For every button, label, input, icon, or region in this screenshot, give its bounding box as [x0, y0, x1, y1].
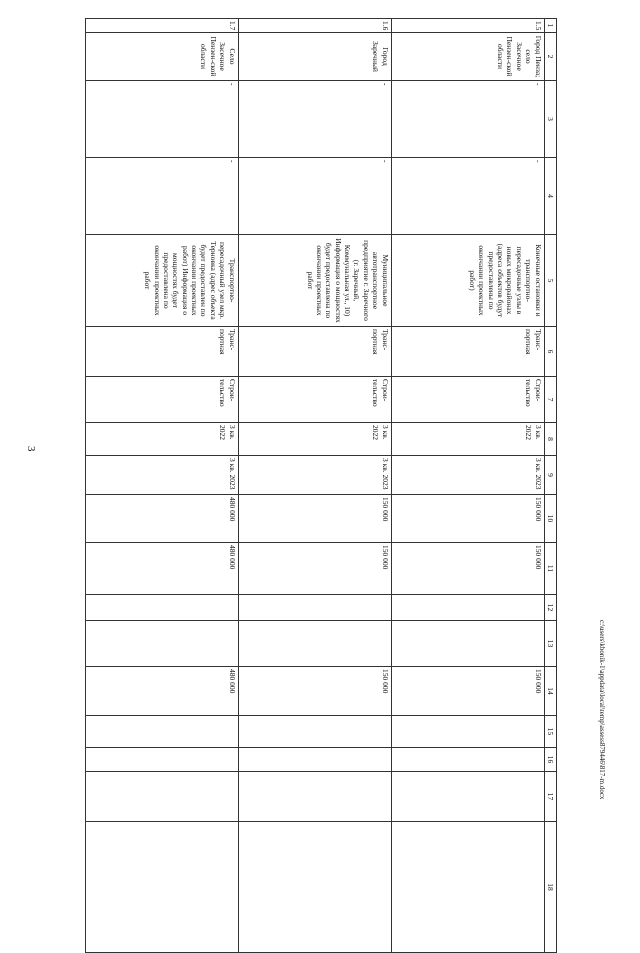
municipality-cell: Село Засечное Пензен-ской области — [85, 33, 238, 81]
cell-c15 — [85, 716, 238, 748]
col-num-3: 3 — [544, 81, 556, 158]
col-num-15: 15 — [544, 716, 556, 748]
col-num-4: 4 — [544, 158, 556, 235]
cell-c16 — [85, 748, 238, 772]
cell-c18 — [238, 822, 391, 953]
cell-c17 — [391, 772, 544, 822]
col-num-14: 14 — [544, 667, 556, 716]
column-number-row — [544, 19, 556, 953]
amount-cell: 150 000 — [238, 543, 391, 595]
end-date-cell: 3 кв. 2023 — [85, 456, 238, 495]
cost-cell: 150 000 — [391, 495, 544, 543]
cell-c4: - — [238, 158, 391, 235]
object-description-cell: Конечные остановки и транспортно-пересадочные узлы в новых микрорайонах (адреса объектов будут предоставлены по окончании проектных работ) — [391, 235, 544, 327]
table-row — [391, 19, 544, 953]
row-id: 1.5 — [391, 19, 544, 33]
cell-c15 — [238, 716, 391, 748]
cost-cell: 150 000 — [238, 495, 391, 543]
col-num-8: 8 — [544, 423, 556, 456]
cell-c12 — [391, 595, 544, 621]
col-num-11: 11 — [544, 543, 556, 595]
cell-c17 — [85, 772, 238, 822]
amount-cell: 150 000 — [391, 543, 544, 595]
col-num-1: 1 — [544, 19, 556, 33]
col-num-10: 10 — [544, 495, 556, 543]
table-row — [85, 19, 238, 953]
cell-c16 — [391, 748, 544, 772]
municipality-cell: Город Заречный — [238, 33, 391, 81]
cell-c15 — [391, 716, 544, 748]
cell-c17 — [238, 772, 391, 822]
cell-c18 — [391, 822, 544, 953]
col-num-7: 7 — [544, 377, 556, 423]
cost-cell: 480 000 — [85, 495, 238, 543]
cell-c3: - — [85, 81, 238, 158]
cell-c13 — [85, 621, 238, 667]
cell-c4: - — [85, 158, 238, 235]
cell-c13 — [391, 621, 544, 667]
work-type-cell: Строи-тельство — [238, 377, 391, 423]
cell-c13 — [238, 621, 391, 667]
page-number: 3 — [25, 446, 37, 452]
col-num-18: 18 — [544, 822, 556, 953]
col-num-13: 13 — [544, 621, 556, 667]
municipality-cell: Город Пенза; село Засечное Пензен-ской области — [391, 33, 544, 81]
footer-file-path: c:\users\kbonik-1\appdata\local\temp\assess879446\817-m.docx — [598, 620, 606, 800]
cell-c12 — [85, 595, 238, 621]
amount-cell-14: 150 000 — [391, 667, 544, 716]
table-row — [238, 19, 391, 953]
amount-cell-14: 480 000 — [85, 667, 238, 716]
cell-c16 — [238, 748, 391, 772]
col-num-17: 17 — [544, 772, 556, 822]
end-date-cell: 3 кв. 2023 — [391, 456, 544, 495]
cell-c3: - — [391, 81, 544, 158]
col-num-2: 2 — [544, 33, 556, 81]
start-date-cell: 3 кв. 2022 — [85, 423, 238, 456]
investment-table — [85, 18, 557, 953]
col-num-6: 6 — [544, 327, 556, 377]
row-id: 1.6 — [238, 19, 391, 33]
start-date-cell: 3 кв. 2022 — [391, 423, 544, 456]
cell-c3: - — [238, 81, 391, 158]
cell-c18 — [85, 822, 238, 953]
col-num-5: 5 — [544, 235, 556, 327]
row-id: 1.7 — [85, 19, 238, 33]
amount-cell: 480 000 — [85, 543, 238, 595]
work-type-cell: Строи-тельство — [85, 377, 238, 423]
infrastructure-type-cell: Транс-портная — [391, 327, 544, 377]
col-num-16: 16 — [544, 748, 556, 772]
cell-c12 — [238, 595, 391, 621]
cell-c4: - — [391, 158, 544, 235]
amount-cell-14: 150 000 — [238, 667, 391, 716]
work-type-cell: Строи-тельство — [391, 377, 544, 423]
object-description-cell: Транспортно-пересадочный узел мкр. Терновка (адрес объекта будет предоставлен по окончании проектных работ) Информация о мощностях будет предоставлена по окончании проектных работ — [85, 235, 238, 327]
infrastructure-type-cell: Транс-портная — [238, 327, 391, 377]
start-date-cell: 3 кв. 2022 — [238, 423, 391, 456]
rotated-table-container — [94, 18, 557, 891]
object-description-cell: Муниципальное автотранспортное предприятие г. Заречного (г. Заречный, Коммунальная ул., 10) Информация о мощностях будет предоставлена по окончании проектных работ — [238, 235, 391, 327]
infrastructure-type-cell: Транс-портная — [85, 327, 238, 377]
end-date-cell: 3 кв. 2023 — [238, 456, 391, 495]
col-num-12: 12 — [544, 595, 556, 621]
col-num-9: 9 — [544, 456, 556, 495]
